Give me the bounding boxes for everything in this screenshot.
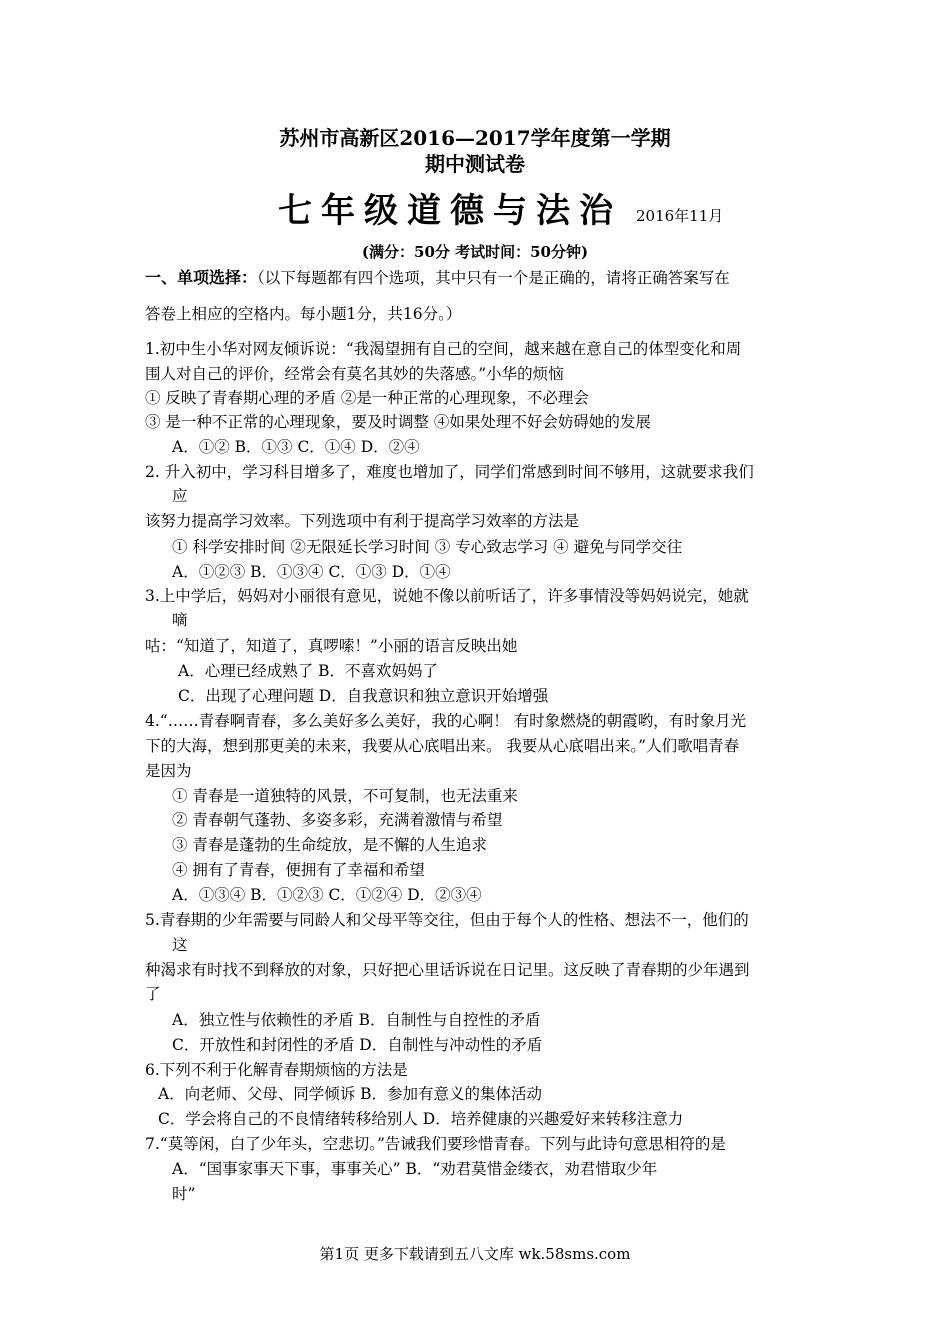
answer-options: C．开放性和封闭性的矛盾 D．自制性与冲动性的矛盾 [172, 1036, 543, 1054]
answer-options: 时” [172, 1185, 196, 1203]
score-info: (满分：50分 考试时间：50分钟) [361, 243, 589, 261]
question-line: 1.初中生小华对网友倾诉说：“我渴望拥有自己的空间，越来越在意自己的体型变化和周 [145, 340, 742, 358]
exam-date: 2016年11月 [636, 207, 724, 225]
section-instruction-text: （以下每题都有四个选项，其中只有一个是正确的，请将正确答案写在 [257, 269, 730, 287]
question-line: ④ 拥有了青春，便拥有了幸福和希望 [172, 861, 425, 879]
question-line: 了 [145, 985, 161, 1003]
question-line: 嘀 [172, 611, 188, 629]
page-footer: 第1页 更多下载请到五八文库 wk.58sms.com [319, 1245, 631, 1263]
section-instruction-line2: 答卷上相应的空格内。每小题1分，共16分。） [145, 305, 462, 323]
answer-options: A．心理已经成熟了 B．不喜欢妈妈了 [178, 662, 439, 680]
question-line: 5.青春期的少年需要与同龄人和父母平等交往，但由于每个人的性格、想法不一，他们的 [145, 911, 749, 929]
section-heading: 一、单项选择： [145, 268, 258, 287]
question-line: 种渴求有时找不到释放的对象，只好把心里话诉说在日记里。这反映了青春期的少年遇到 [145, 961, 750, 979]
answer-options: A．①② B．①③ C．①④ D．②④ [172, 438, 420, 456]
answer-options: C．出现了心理问题 D．自我意识和独立意识开始增强 [178, 687, 549, 705]
question-line: 3.上中学后，妈妈对小丽很有意见，说她不像以前听话了，许多事情没等妈妈说完，她就 [145, 587, 749, 605]
question-line: ① 科学安排时间 ②无限延长学习时间 ③ 专心致志学习 ④ 避免与同学交往 [172, 538, 683, 556]
section-instruction-line1 [145, 268, 730, 288]
question-line: 应 [172, 487, 188, 505]
question-line: 咕：“知道了，知道了，真啰嗦！”小丽的语言反映出她 [145, 637, 518, 655]
question-line: 2. 升入初中，学习科目增多了，难度也增加了，同学们常感到时间不够用，这就要求我们 [145, 463, 754, 481]
question-line: 是因为 [145, 762, 192, 780]
answer-options: A．①③④ B．①②③ C．①②④ D．②③④ [172, 886, 482, 904]
question-line: 围人对自己的评价，经常会有莫名其妙的失落感。”小华的烦恼 [145, 365, 564, 383]
answer-options: A．独立性与依赖性的矛盾 B．自制性与自控性的矛盾 [172, 1011, 541, 1029]
exam-title-line1: 苏州市高新区2016—2017学年度第一学期 [279, 126, 671, 150]
question-line: ② 青春朝气蓬勃、多姿多彩，充满着激情与希望 [172, 811, 503, 829]
question-line: ① 反映了青春期心理的矛盾 ②是一种正常的心理现象，不必理会 [145, 389, 589, 407]
question-line: 7.“莫等闲，白了少年头，空悲切。”告诫我们要珍惜青春。下列与此诗句意思相符的是 [145, 1135, 726, 1153]
question-line: ① 青春是一道独特的风景，不可复制，也无法重来 [172, 787, 518, 805]
answer-options: A．向老师、父母、同学倾诉 B．参加有意义的集体活动 [158, 1085, 543, 1103]
question-line: 下的大海，想到那更美的未来，我要从心底唱出来。 我要从心底唱出来。”人们歌唱青春 [145, 737, 740, 755]
question-line: ③ 青春是蓬勃的生命绽放，是不懈的人生追求 [172, 836, 487, 854]
answer-options: A．“国事家事天下事，事事关心” B．“劝君莫惜金缕衣，劝君惜取少年 [172, 1160, 658, 1178]
answer-options: C．学会将自己的不良情绪转移给别人 D．培养健康的兴趣爱好来转移注意力 [158, 1110, 684, 1128]
subject-title: 七年级道德与法治 [278, 191, 622, 231]
exam-title-line2: 期中测试卷 [425, 152, 525, 176]
question-line: 该努力提高学习效率。下列选项中有利于提高学习效率的方法是 [145, 512, 580, 530]
question-line: 4.“……青春啊青春，多么美好多么美好，我的心啊！ 有时象燃烧的朝霞哟，有时象月光 [145, 712, 747, 730]
question-line: 这 [172, 936, 188, 954]
answer-options: A．①②③ B．①③④ C．①③ D．①④ [172, 563, 451, 581]
question-line: 6.下列不利于化解青春期烦恼的方法是 [145, 1061, 408, 1079]
question-line: ③ 是一种不正常的心理现象，要及时调整 ④如果处理不好会妨碍她的发展 [145, 413, 651, 431]
